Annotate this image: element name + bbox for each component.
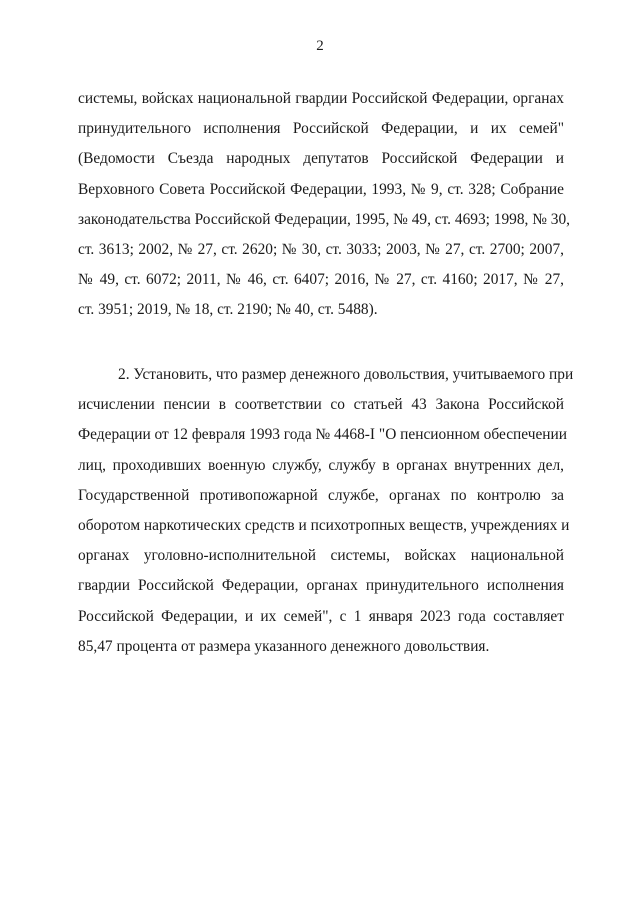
paragraph-2 bbox=[78, 360, 574, 662]
text-line: законодательства Российской Федерации, 1995, № 49, ст. 4693; 1998, № 30, bbox=[78, 210, 571, 228]
text-line: Государственной противопожарной службе, органах по контролю за bbox=[78, 486, 564, 504]
paragraph-1 bbox=[78, 84, 571, 326]
text-line: Российской Федерации, и их семей", с 1 января 2023 года составляет bbox=[78, 607, 564, 625]
text-line: органах уголовно-исполнительной системы, войсках национальной bbox=[78, 547, 564, 565]
text-line: гвардии Российской Федерации, органах принудительного исполнения bbox=[78, 577, 564, 595]
text-line: 85,47 процента от размера указанного денежного довольствия. bbox=[78, 637, 490, 655]
text-line: системы, войсках национальной гвардии Российской Федерации, органах bbox=[78, 90, 564, 107]
text-line: Верховного Совета Российской Федерации, 1993, № 9, ст. 328; Собрание bbox=[78, 180, 564, 198]
text-line: оборотом наркотических средств и психотропных веществ, учреждениях и bbox=[78, 516, 570, 534]
text-line: ст. 3951; 2019, № 18, ст. 2190; № 40, ст. 5488). bbox=[78, 301, 378, 319]
text-line: 2. Установить, что размер денежного довольствия, учитываемого при bbox=[118, 366, 574, 383]
text-line: № 49, ст. 6072; 2011, № 46, ст. 6407; 2016, № 27, ст. 4160; 2017, № 27, bbox=[78, 271, 564, 289]
page-number: 2 bbox=[316, 38, 324, 54]
text-line: лиц, проходивших военную службу, службу в органах внутренних дел, bbox=[78, 456, 564, 474]
text-line: исчислении пенсии в соответствии со статьей 43 Закона Российской bbox=[78, 396, 564, 414]
text-line: Федерации от 12 февраля 1993 года № 4468-I "О пенсионном обеспечении bbox=[78, 426, 568, 444]
text-line: (Ведомости Съезда народных депутатов Российской Федерации и bbox=[78, 150, 564, 168]
text-line: принудительного исполнения Российской Федерации, и их семей" bbox=[78, 120, 564, 138]
text-line: ст. 3613; 2002, № 27, ст. 2620; № 30, ст. 3033; 2003, № 27, ст. 2700; 2007, bbox=[78, 240, 564, 258]
